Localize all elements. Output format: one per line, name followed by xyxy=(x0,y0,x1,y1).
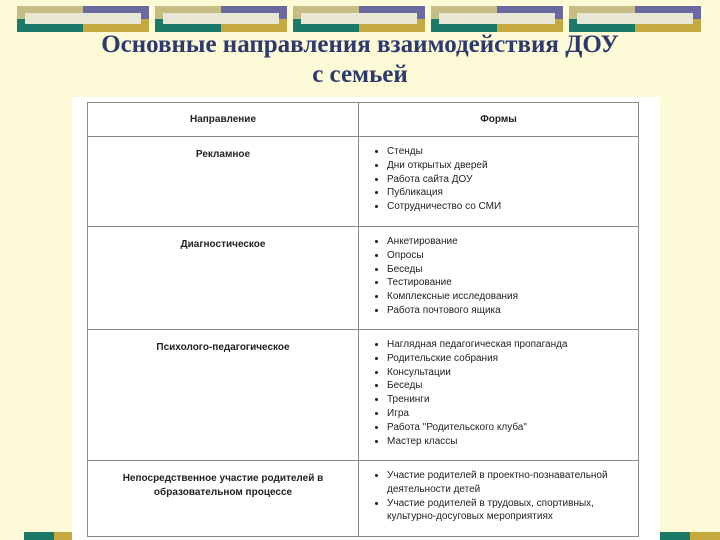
form-item: • Опросы xyxy=(387,249,632,263)
table-header-row xyxy=(88,103,639,137)
table-panel xyxy=(72,97,660,540)
slide-title-line-1: Основные направления взаимодействия ДОУ xyxy=(101,31,619,58)
header-forms: Формы xyxy=(359,103,639,137)
form-item: • Сотрудничество со СМИ xyxy=(387,200,632,214)
row-forms xyxy=(359,330,639,461)
row-direction: Диагностическое xyxy=(88,227,359,330)
row-forms xyxy=(359,137,639,227)
slide-title-line-2: с семьей xyxy=(312,61,408,88)
decor-banner-3 xyxy=(293,6,425,32)
form-item: • Игра xyxy=(387,407,632,421)
row-direction: Рекламное xyxy=(88,137,359,227)
table-row xyxy=(88,461,639,537)
form-item: • Беседы xyxy=(387,263,632,277)
form-item: • Стенды xyxy=(387,145,632,159)
form-item: • Публикация xyxy=(387,186,632,200)
row-direction: Непосредственное участие родителей в образовательном процессе xyxy=(88,461,359,537)
form-item: • Работа почтового ящика xyxy=(387,304,632,318)
form-item: • Тестирование xyxy=(387,276,632,290)
table-row xyxy=(88,330,639,461)
form-item: • Комплексные исследования xyxy=(387,290,632,304)
decor-banner-2 xyxy=(155,6,287,32)
slide-title xyxy=(0,30,720,90)
form-item: • Дни открытых дверей xyxy=(387,159,632,173)
decor-banner-1 xyxy=(17,6,149,32)
form-item: • Работа "Родительского клуба" xyxy=(387,421,632,435)
form-item: • Работа сайта ДОУ xyxy=(387,173,632,187)
form-item: • Анкетирование xyxy=(387,235,632,249)
form-item: • Беседы xyxy=(387,379,632,393)
decor-banner-5 xyxy=(569,6,701,32)
table-row xyxy=(88,227,639,330)
form-item: • Консультации xyxy=(387,366,632,380)
decor-banner-4 xyxy=(431,6,563,32)
decor-bottom-right xyxy=(660,532,720,540)
form-item: • Родительские собрания xyxy=(387,352,632,366)
form-item: • Наглядная педагогическая пропаганда xyxy=(387,338,632,352)
directions-table xyxy=(87,102,639,537)
form-item: • Тренинги xyxy=(387,393,632,407)
form-item: • Мастер классы xyxy=(387,435,632,449)
row-forms xyxy=(359,461,639,537)
row-direction: Психолого-педагогическое xyxy=(88,330,359,461)
table-row xyxy=(88,137,639,227)
row-forms xyxy=(359,227,639,330)
form-item: • Участие родителей в проектно-познавательной деятельности детей xyxy=(387,469,632,497)
header-direction: Направление xyxy=(88,103,359,137)
form-item: • Участие родителей в трудовых, спортивных, культурно-досуговых мероприятиях xyxy=(387,497,632,525)
